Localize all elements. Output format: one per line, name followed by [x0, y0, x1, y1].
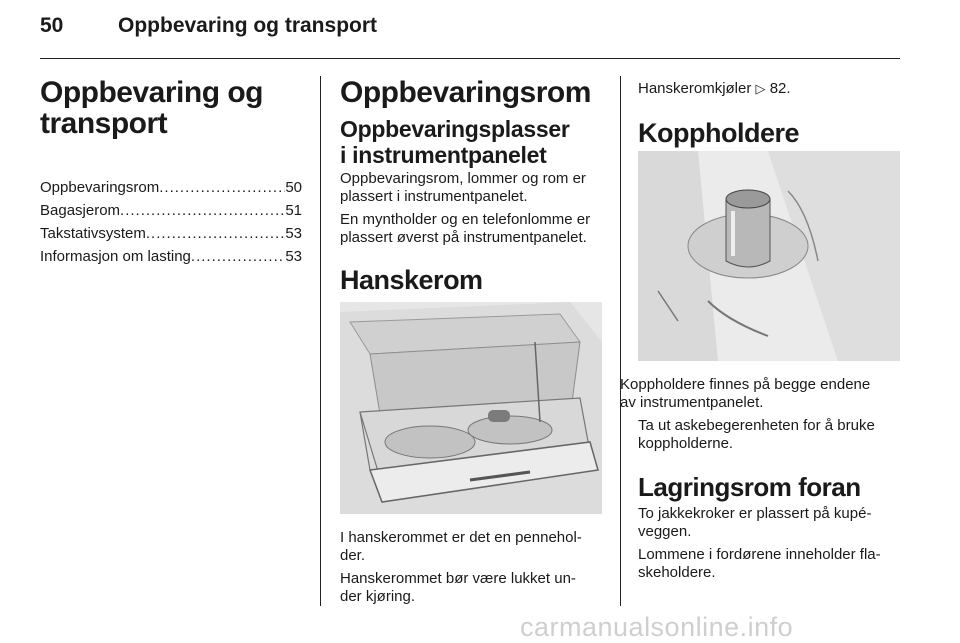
- toc-label: Oppbevaringsrom: [40, 179, 160, 196]
- paragraph-line: I hanskerommet er det en pennehol-: [340, 529, 582, 546]
- paragraph-line: Koppholdere finnes på begge endene: [620, 376, 871, 393]
- toc-entry[interactable]: [40, 178, 302, 197]
- paragraph: [340, 211, 590, 247]
- section-title: Hanskerom: [340, 265, 483, 295]
- reference-page: 82.: [769, 80, 791, 97]
- subsection-title-line: i instrumentpanelet: [340, 142, 547, 168]
- subsection-title: [340, 116, 570, 168]
- chapter-title-line: Oppbevaring og: [40, 76, 264, 109]
- paragraph: [620, 376, 920, 412]
- paragraph-line: Hanskerommet bør være lukket un-: [340, 570, 576, 587]
- cupholder-illustration: [638, 151, 900, 361]
- paragraph-line: plassert øverst på instrumentpanelet.: [340, 229, 587, 246]
- chapter-title: [40, 77, 263, 139]
- reference-text: Hanskeromkjøler: [638, 80, 752, 97]
- paragraph-line: av instrumentpanelet.: [620, 394, 764, 411]
- paragraph-line: koppholderne.: [638, 435, 734, 452]
- column-rule-1: [320, 76, 321, 606]
- paragraph: [340, 529, 582, 565]
- paragraph: [340, 570, 576, 606]
- page-number: 50: [40, 14, 64, 37]
- glovebox-drawing: [340, 302, 602, 514]
- paragraph-line: Ta ut askebegerenheten for å bruke: [638, 417, 875, 434]
- paragraph-line: veggen.: [638, 523, 692, 540]
- toc-entry[interactable]: [40, 224, 302, 243]
- paragraph: [340, 170, 586, 206]
- paragraph-line: der.: [340, 547, 366, 564]
- paragraph: [638, 546, 881, 582]
- header-rule: [40, 58, 900, 59]
- glovebox-illustration: [340, 302, 602, 514]
- cross-reference[interactable]: [638, 80, 791, 98]
- section-title: Koppholdere: [638, 118, 799, 148]
- table-of-contents: [40, 178, 302, 270]
- page-ref-icon: ▷: [755, 81, 766, 96]
- toc-page: 51: [285, 202, 302, 219]
- running-header: Oppbevaring og transport: [118, 14, 378, 37]
- paragraph-line: Lommene i fordørene inneholder fla-: [638, 546, 881, 563]
- paragraph-line: plassert i instrumentpanelet.: [340, 188, 528, 205]
- paragraph-line: En myntholder og en telefonlomme er: [340, 211, 591, 228]
- section-title: Oppbevaringsrom: [340, 76, 591, 109]
- section-title: Lagringsrom foran: [638, 472, 861, 502]
- toc-entry[interactable]: [40, 201, 302, 220]
- paragraph-line: skeholdere.: [638, 564, 716, 581]
- paragraph-line: Oppbevaringsrom, lommer og rom er: [340, 170, 586, 187]
- toc-leader: [191, 247, 285, 266]
- toc-label: Takstativsystem: [40, 225, 146, 242]
- toc-leader: [146, 224, 285, 243]
- cupholder-drawing: [638, 151, 900, 361]
- subsection-title-line: Oppbevaringsplasser: [340, 116, 570, 142]
- toc-page: 53: [285, 225, 302, 242]
- paragraph-line: To jakkekroker er plassert på kupé-: [638, 505, 872, 522]
- toc-label: Bagasjerom: [40, 202, 121, 219]
- toc-entry[interactable]: [40, 247, 302, 266]
- toc-label: Informasjon om lasting: [40, 248, 191, 265]
- toc-page: 50: [285, 179, 302, 196]
- toc-leader: [159, 178, 285, 197]
- column-rule-2: [620, 76, 621, 606]
- chapter-title-line: transport: [40, 107, 168, 140]
- paragraph-line: der kjøring.: [340, 588, 416, 605]
- watermark: carmanualsonline.info: [520, 612, 794, 642]
- paragraph: [638, 417, 875, 453]
- toc-leader: [120, 201, 285, 220]
- paragraph: [638, 505, 871, 541]
- toc-page: 53: [285, 248, 302, 265]
